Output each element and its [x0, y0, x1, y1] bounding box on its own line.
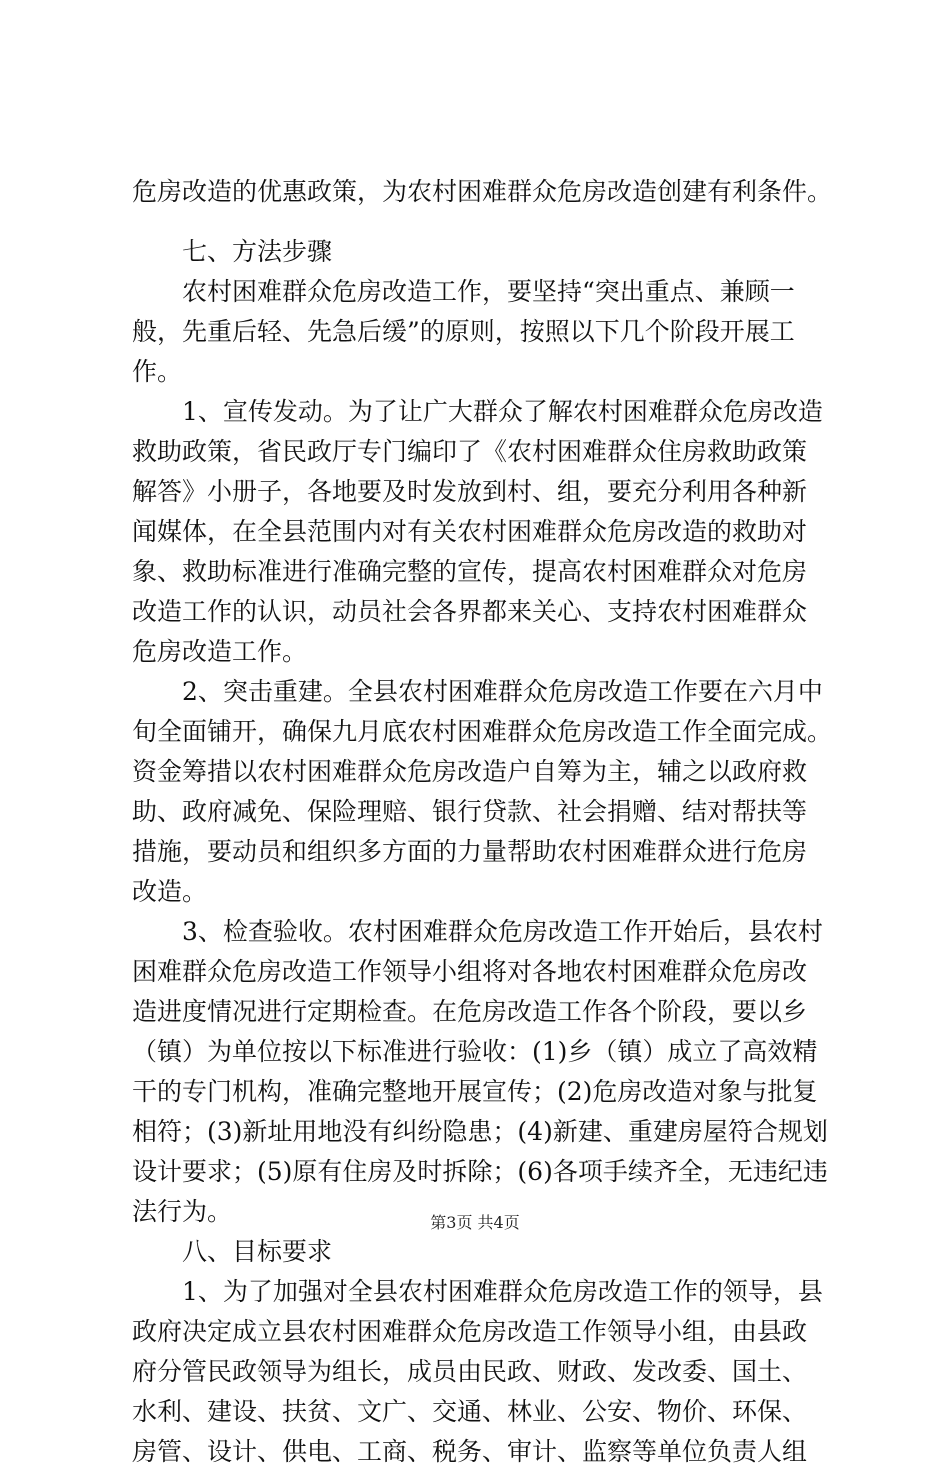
text-line: 旬全面铺开，确保九月底农村困难群众危房改造工作全面完成。	[132, 717, 833, 746]
text-line: 法行为。	[132, 1197, 233, 1226]
text-line: 般，先重后轻、先急后缓”的原则，按照以下几个阶段开展工	[132, 317, 795, 346]
text-line: 改造。	[132, 877, 208, 906]
text-line: 水利、建设、扶贫、文广、交通、林业、公安、物价、环保、	[132, 1397, 808, 1426]
text-line: 作。	[132, 357, 183, 386]
text-line: 资金筹措以农村困难群众危房改造户自筹为主，辅之以政府救	[132, 757, 808, 786]
document-body	[132, 172, 832, 1472]
text-line: 造进度情况进行定期检查。在危房改造工作各个阶段，要以乡	[132, 997, 808, 1026]
text-line: 改造工作的认识，动员社会各界都来关心、支持农村困难群众	[132, 597, 808, 626]
text-line: 危房改造的优惠政策，为农村困难群众危房改造创建有利条件。	[132, 177, 833, 206]
text-line: （镇）为单位按以下标准进行验收：(1)乡（镇）成立了高效精	[132, 1037, 818, 1066]
text-line: 农村困难群众危房改造工作，要坚持“突出重点、兼顾一	[182, 277, 795, 306]
text-line: 房管、设计、供电、工商、税务、审计、监察等单位负责人组	[132, 1437, 808, 1466]
text-line: 2、突击重建。全县农村困难群众危房改造工作要在六月中	[182, 677, 823, 706]
text-line: 措施，要动员和组织多方面的力量帮助农村困难群众进行危房	[132, 837, 808, 866]
text-line: 1、宣传发动。为了让广大群众了解农村困难群众危房改造	[182, 397, 823, 426]
text-line: 1、为了加强对全县农村困难群众危房改造工作的领导，县	[182, 1277, 823, 1306]
text-line: 象、救助标准进行准确完整的宣传，提高农村困难群众对危房	[132, 557, 808, 586]
text-line: 政府决定成立县农村困难群众危房改造工作领导小组，由县政	[132, 1317, 808, 1346]
text-line: 救助政策，省民政厅专门编印了《农村困难群众住房救助政策	[132, 437, 808, 466]
page-number-footer: 第3页 共4页	[430, 1213, 520, 1232]
text-line: 府分管民政领导为组长，成员由民政、财政、发改委、国土、	[132, 1357, 808, 1386]
section-heading: 七、方法步骤	[182, 237, 333, 266]
text-line: 危房改造工作。	[132, 637, 308, 666]
text-line: 助、政府减免、保险理赔、银行贷款、社会捐赠、结对帮扶等	[132, 797, 808, 826]
text-line: 设计要求；(5)原有住房及时拆除；(6)各项手续齐全，无违纪违	[132, 1157, 828, 1186]
text-line: 困难群众危房改造工作领导小组将对各地农村困难群众危房改	[132, 957, 808, 986]
text-line: 闻媒体，在全县范围内对有关农村困难群众危房改造的救助对	[132, 517, 808, 546]
paragraph-gap	[132, 212, 832, 232]
text-line: 解答》小册子，各地要及时发放到村、组，要充分利用各种新	[132, 477, 808, 506]
text-line: 干的专门机构，准确完整地开展宣传；(2)危房改造对象与批复	[132, 1077, 818, 1106]
section-heading: 八、目标要求	[182, 1237, 333, 1266]
text-line: 相符；(3)新址用地没有纠纷隐患；(4)新建、重建房屋符合规划	[132, 1117, 828, 1146]
text-line: 3、检查验收。农村困难群众危房改造工作开始后，县农村	[182, 917, 823, 946]
